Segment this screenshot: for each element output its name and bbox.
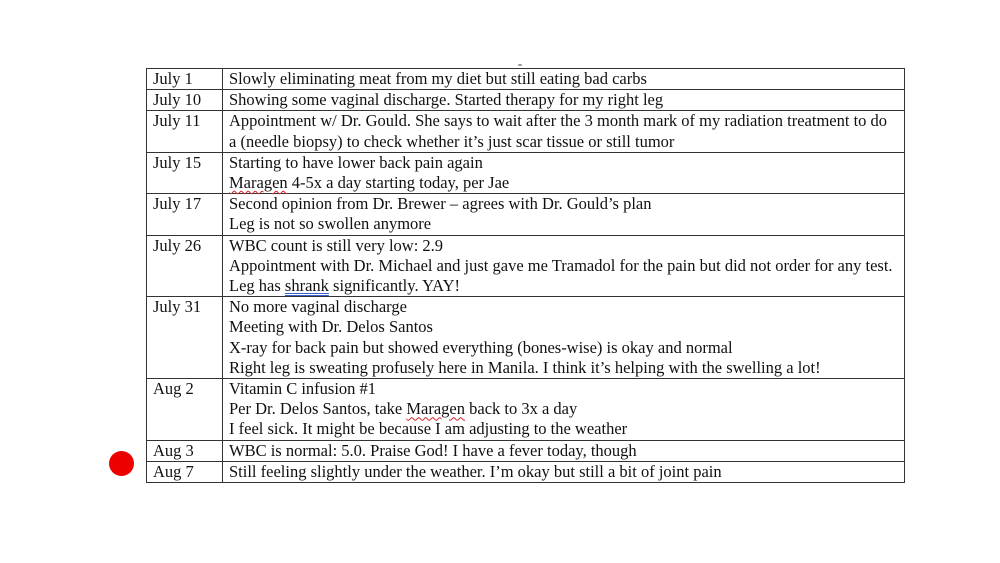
entry-line (229, 317, 898, 337)
entry-date: July 1 (147, 69, 223, 90)
entry-line (229, 256, 898, 276)
journal-table-body (147, 69, 905, 483)
entry-line (229, 338, 898, 358)
table-row (147, 379, 905, 441)
entry-text: Right leg is sweating profusely here in Manila. I think it’s helping with the swelling a lot! (229, 357, 821, 377)
entry-line (229, 276, 898, 296)
journal-table (146, 68, 905, 483)
entry-line (229, 90, 898, 110)
table-row (147, 69, 905, 90)
entry-text: Vitamin C infusion #1 (229, 379, 377, 399)
entry-line (229, 173, 898, 193)
entry-line (229, 69, 898, 89)
entry-notes (223, 152, 905, 193)
entry-notes (223, 379, 905, 441)
entry-text: Starting to have lower back pain again (229, 152, 483, 172)
entry-text: Still feeling slightly under the weather. I’m okay but still a bit of joint pain (229, 461, 722, 481)
entry-date: July 17 (147, 194, 223, 235)
red-dot-marker (109, 451, 134, 476)
table-row (147, 111, 905, 152)
entry-date: Aug 2 (147, 379, 223, 441)
entry-text: X-ray for back pain but showed everything (bones-wise) is okay and normal (229, 337, 733, 357)
entry-line (229, 419, 898, 439)
entry-text: I feel sick. It might be because I am adjusting to the weather (229, 419, 628, 439)
entry-text: Showing some vaginal discharge. Started therapy for my right leg (229, 90, 664, 110)
table-row (147, 90, 905, 111)
entry-line (229, 194, 898, 214)
table-row (147, 461, 905, 482)
entry-text: Second opinion from Dr. Brewer – agrees with Dr. Gould’s plan (229, 194, 652, 214)
entry-text: Slowly eliminating meat from my diet but still eating bad carbs (229, 69, 647, 88)
entry-text: back to 3x a day (465, 399, 578, 419)
spellcheck-flagged-word: Maragen (406, 399, 465, 419)
table-row (147, 440, 905, 461)
table-row (147, 297, 905, 379)
entry-notes (223, 440, 905, 461)
entry-notes (223, 461, 905, 482)
page-speck (518, 64, 522, 66)
entry-notes (223, 90, 905, 111)
table-row (147, 152, 905, 193)
entry-date: July 31 (147, 297, 223, 379)
entry-notes (223, 111, 905, 152)
entry-date: July 15 (147, 152, 223, 193)
entry-text: Appointment w/ Dr. Gould. She says to wait after the 3 month mark of my radiation treatment to do a (needle biopsy) to check whether it’s just scar tissue or still tumor (229, 111, 888, 151)
entry-date: July 11 (147, 111, 223, 152)
entry-line (229, 153, 898, 173)
entry-line (229, 111, 898, 151)
entry-date: Aug 3 (147, 440, 223, 461)
entry-date: July 10 (147, 90, 223, 111)
table-row (147, 235, 905, 297)
entry-text: Meeting with Dr. Delos Santos (229, 317, 433, 337)
entry-line (229, 462, 898, 482)
spellcheck-flagged-word: Maragen (229, 173, 288, 193)
entry-text: Per Dr. Delos Santos, take (229, 399, 407, 419)
entry-notes (223, 297, 905, 379)
entry-line (229, 379, 898, 399)
entry-text: No more vaginal discharge (229, 297, 407, 317)
entry-line (229, 441, 898, 461)
entry-line (229, 399, 898, 419)
entry-text: WBC is normal: 5.0. Praise God! I have a fever today, though (229, 440, 637, 460)
entry-text: Appointment with Dr. Michael and just gave me Tramadol for the pain but did not order for any test. (229, 255, 893, 275)
entry-line (229, 297, 898, 317)
entry-text: Leg is not so swollen anymore (229, 214, 432, 234)
grammar-flagged-word: shrank (284, 276, 329, 296)
entry-text: Leg has (229, 276, 285, 296)
entry-text: WBC count is still very low: 2.9 (229, 235, 444, 255)
entry-notes (223, 194, 905, 235)
entry-notes (223, 235, 905, 297)
entry-line (229, 214, 898, 234)
entry-date: Aug 7 (147, 461, 223, 482)
entry-line (229, 236, 898, 256)
entry-text: 4-5x a day starting today, per Jae (287, 173, 510, 193)
entry-date: July 26 (147, 235, 223, 297)
entry-line (229, 358, 898, 378)
table-row (147, 194, 905, 235)
entry-text: significantly. YAY! (328, 276, 460, 296)
entry-notes (223, 69, 905, 90)
